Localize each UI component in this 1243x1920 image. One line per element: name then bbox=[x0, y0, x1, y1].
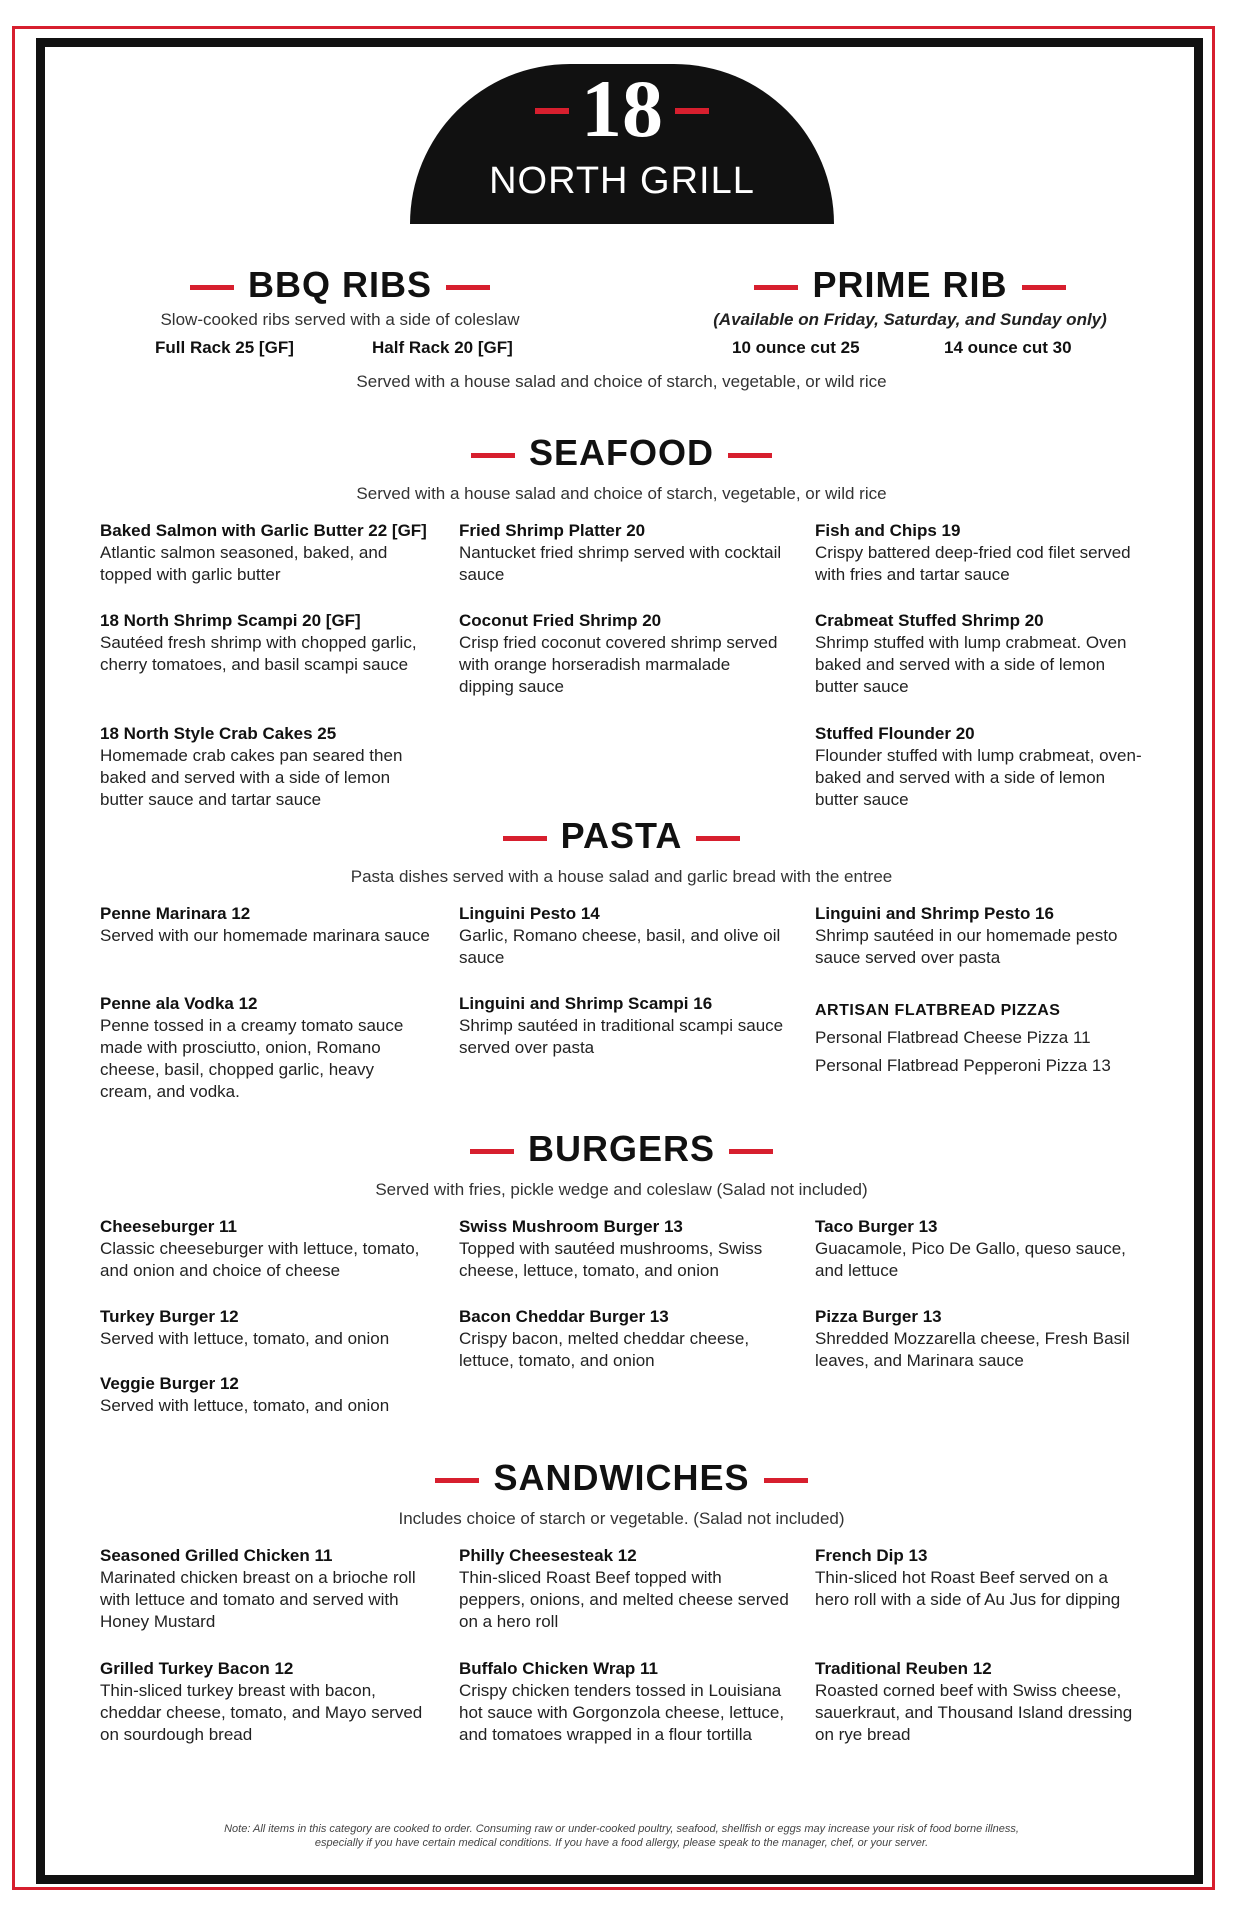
sandwich-item: Seasoned Grilled Chicken 11 Marinated chicken breast on a brioche roll with lettuce and tomato and served with Honey Mustard bbox=[100, 1546, 416, 1631]
pasta-item: Linguini and Shrimp Pesto 16 Shrimp sautéed in our homemade pesto sauce served over pasta bbox=[815, 904, 1118, 967]
logo-dash-right bbox=[675, 108, 709, 114]
burger-item: Veggie Burger 12 Served with lettuce, tomato, and onion bbox=[100, 1374, 390, 1415]
prime-heading bbox=[690, 264, 1130, 306]
prime-title: PRIME RIB bbox=[812, 264, 1008, 305]
burgers-title: BURGERS bbox=[527, 1128, 716, 1169]
ribs-footer: Served with a house salad and choice of starch, vegetable, or wild rice bbox=[356, 372, 887, 391]
pasta-sub: Pasta dishes served with a house salad and garlic bread with the entree bbox=[350, 867, 893, 886]
burger-item: Cheeseburger 11 Classic cheeseburger with lettuce, tomato, and onion and choice of cheese bbox=[100, 1217, 420, 1280]
seafood-item: Coconut Fried Shrimp 20 Crisp fried coconut covered shrimp served with orange horseradish marmalade dipping sauce bbox=[459, 611, 778, 696]
pasta-item: Linguini Pesto 14 Garlic, Romano cheese, basil, and olive oil sauce bbox=[459, 904, 781, 967]
logo-dash-left bbox=[535, 108, 569, 114]
sandwich-item: Buffalo Chicken Wrap 11 Crispy chicken tenders tossed in Louisiana hot sauce with Gorgonzola cheese, lettuce, and tomatoes wrapped in a flour tortilla bbox=[459, 1659, 785, 1744]
burger-item: Turkey Burger 12 Served with lettuce, tomato, and onion bbox=[100, 1307, 390, 1348]
bbq-heading bbox=[120, 264, 560, 306]
bbq-price-half: Half Rack 20 [GF] bbox=[372, 338, 513, 357]
seafood-item: Crabmeat Stuffed Shrimp 20 Shrimp stuffed with lump crabmeat. Oven baked and served with a side of lemon butter sauce bbox=[815, 611, 1127, 696]
seafood-item: Fried Shrimp Platter 20 Nantucket fried shrimp served with cocktail sauce bbox=[459, 521, 782, 584]
pasta-item: Linguini and Shrimp Scampi 16 Shrimp sautéed in traditional scampi sauce served over pasta bbox=[459, 994, 784, 1057]
sandwich-item: Grilled Turkey Bacon 12 Thin-sliced turkey breast with bacon, cheddar cheese, tomato, and Mayo served on sourdough bread bbox=[100, 1659, 423, 1744]
sandwiches-title: SANDWICHES bbox=[493, 1457, 750, 1498]
burger-item: Bacon Cheddar Burger 13 Crispy bacon, melted cheddar cheese, lettuce, tomato, and onion bbox=[459, 1307, 750, 1370]
logo-name: NORTH GRILL bbox=[489, 160, 755, 202]
sandwiches-sub: Includes choice of starch or vegetable. (Salad not included) bbox=[398, 1509, 845, 1528]
burger-item: Swiss Mushroom Burger 13 Topped with sautéed mushrooms, Swiss cheese, lettuce, tomato, and onion bbox=[459, 1217, 763, 1280]
bbq-title: BBQ RIBS bbox=[247, 264, 432, 305]
seafood-heading bbox=[90, 432, 1153, 474]
sandwich-item: Philly Cheesesteak 12 Thin-sliced Roast Beef topped with peppers, onions, and melted cheese served on a hero roll bbox=[459, 1546, 789, 1631]
bbq-price-full: Full Rack 25 [GF] bbox=[155, 338, 294, 357]
seafood-item: Fish and Chips 19 Crispy battered deep-fried cod filet served with fries and tartar sauce bbox=[815, 521, 1131, 584]
sandwich-item: French Dip 13 Thin-sliced hot Roast Beef served on a hero roll with a side of Au Jus for dipping bbox=[815, 1546, 1121, 1609]
seafood-item: 18 North Style Crab Cakes 25 Homemade crab cakes pan seared then baked and served with a side of lemon butter sauce and tartar sauce bbox=[100, 724, 403, 809]
sandwich-item: Traditional Reuben 12 Roasted corned beef with Swiss cheese, sauerkraut, and Thousand Island dressing on rye bread bbox=[815, 1659, 1133, 1744]
flatbread-pepperoni: Personal Flatbread Pepperoni Pizza 13 bbox=[815, 1056, 1111, 1075]
logo-number-text: 18 bbox=[581, 63, 663, 154]
seafood-item: 18 North Shrimp Scampi 20 [GF] Sautéed fresh shrimp with chopped garlic, cherry tomatoes, and basil scampi sauce bbox=[100, 611, 417, 674]
seafood-item: Baked Salmon with Garlic Butter 22 [GF] Atlantic salmon seasoned, baked, and topped with garlic butter bbox=[100, 521, 427, 584]
seafood-sub: Served with a house salad and choice of starch, vegetable, or wild rice bbox=[356, 484, 887, 503]
prime-note: (Available on Friday, Saturday, and Sunday only) bbox=[713, 310, 1107, 329]
seafood-item: Stuffed Flounder 20 Flounder stuffed with lump crabmeat, oven-baked and served with a side of lemon butter sauce bbox=[815, 724, 1142, 809]
flatbread-title: ARTISAN FLATBREAD PIZZAS bbox=[815, 1002, 1061, 1019]
prime-price-10: 10 ounce cut 25 bbox=[732, 338, 860, 357]
pasta-title: PASTA bbox=[560, 815, 683, 856]
pasta-heading bbox=[90, 815, 1153, 857]
burger-item: Taco Burger 13 Guacamole, Pico De Gallo, queso sauce, and lettuce bbox=[815, 1217, 1126, 1280]
seafood-title: SEAFOOD bbox=[528, 432, 714, 473]
burgers-heading bbox=[90, 1128, 1153, 1170]
flatbread-cheese: Personal Flatbread Cheese Pizza 11 bbox=[815, 1028, 1091, 1047]
pasta-item: Penne ala Vodka 12 Penne tossed in a creamy tomato sauce made with prosciutto, onion, Romano cheese, basil, chopped garlic, heavy cream, and vodka. bbox=[100, 994, 404, 1101]
pasta-item: Penne Marinara 12 Served with our homemade marinara sauce bbox=[100, 904, 430, 945]
allergy-note-line2: especially if you have certain medical conditions. If you have a food allergy, please speak to the manager, chef, or your server. bbox=[314, 1837, 929, 1849]
bbq-desc: Slow-cooked ribs served with a side of coleslaw bbox=[160, 310, 520, 329]
logo-number bbox=[410, 63, 834, 154]
burger-item: Pizza Burger 13 Shredded Mozzarella cheese, Fresh Basil leaves, and Marinara sauce bbox=[815, 1307, 1130, 1370]
burgers-sub: Served with fries, pickle wedge and coleslaw (Salad not included) bbox=[375, 1180, 868, 1199]
allergy-note-line1: Note: All items in this category are cooked to order. Consuming raw or under-cooked poultry, seafood, shellfish or eggs may increase your risk of food borne illness, bbox=[224, 1823, 1019, 1835]
prime-price-14: 14 ounce cut 30 bbox=[944, 338, 1072, 357]
sandwiches-heading bbox=[90, 1457, 1153, 1499]
